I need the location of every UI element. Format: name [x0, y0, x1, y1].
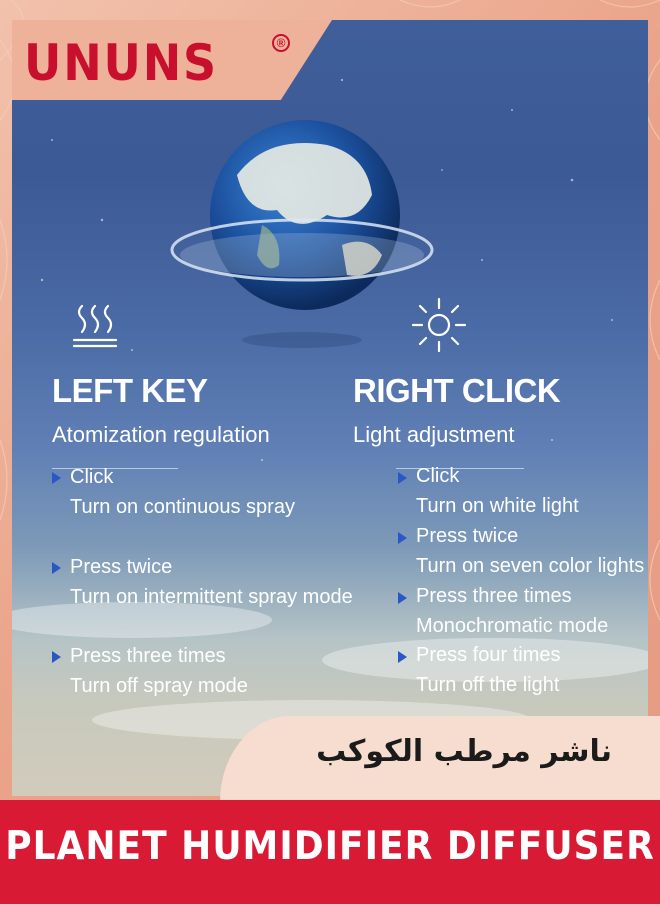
planet-humidifier-image — [167, 115, 437, 355]
product-title: PLANET HUMIDIFIER DIFFUSER — [5, 823, 655, 870]
right-click-subheading: Light adjustment — [353, 422, 515, 447]
steam-icon — [70, 302, 120, 350]
right-action-result: Turn on white light — [416, 495, 579, 517]
right-action-result: Monochromatic mode — [416, 615, 609, 637]
bullet-arrow-icon — [398, 532, 407, 544]
title-banner — [0, 800, 660, 904]
registered-mark: ® — [272, 34, 290, 52]
arabic-title-box — [220, 716, 660, 802]
left-key-subheading: Atomization regulation — [52, 422, 270, 447]
arabic-title: ناشر مرطب الكوكب — [316, 734, 612, 769]
left-action-result: Turn off spray mode — [70, 675, 248, 697]
left-action: Press twice — [70, 556, 173, 578]
brand-logo: UNUNS — [24, 34, 219, 92]
left-action-result: Turn on intermittent spray mode — [70, 586, 353, 608]
bullet-arrow-icon — [52, 472, 61, 484]
right-action-result: Turn on seven color lights — [416, 555, 645, 577]
bullet-arrow-icon — [52, 651, 61, 663]
left-action-result: Turn on continuous spray — [70, 496, 295, 518]
bullet-arrow-icon — [52, 562, 61, 574]
right-click-heading: RIGHT CLICK — [353, 372, 561, 409]
left-key-heading: LEFT KEY — [52, 372, 208, 409]
right-action: Press three times — [416, 585, 572, 607]
right-action: Click — [416, 465, 460, 487]
left-action: Press three times — [70, 645, 226, 667]
right-action: Press twice — [416, 525, 519, 547]
bullet-arrow-icon — [398, 472, 407, 484]
right-action: Press four times — [416, 644, 561, 666]
left-action: Click — [70, 466, 114, 488]
right-action-result: Turn off the light — [416, 674, 560, 696]
info-panel — [12, 20, 648, 796]
sun-icon — [410, 296, 468, 354]
bullet-arrow-icon — [398, 592, 407, 604]
bullet-arrow-icon — [398, 651, 407, 663]
